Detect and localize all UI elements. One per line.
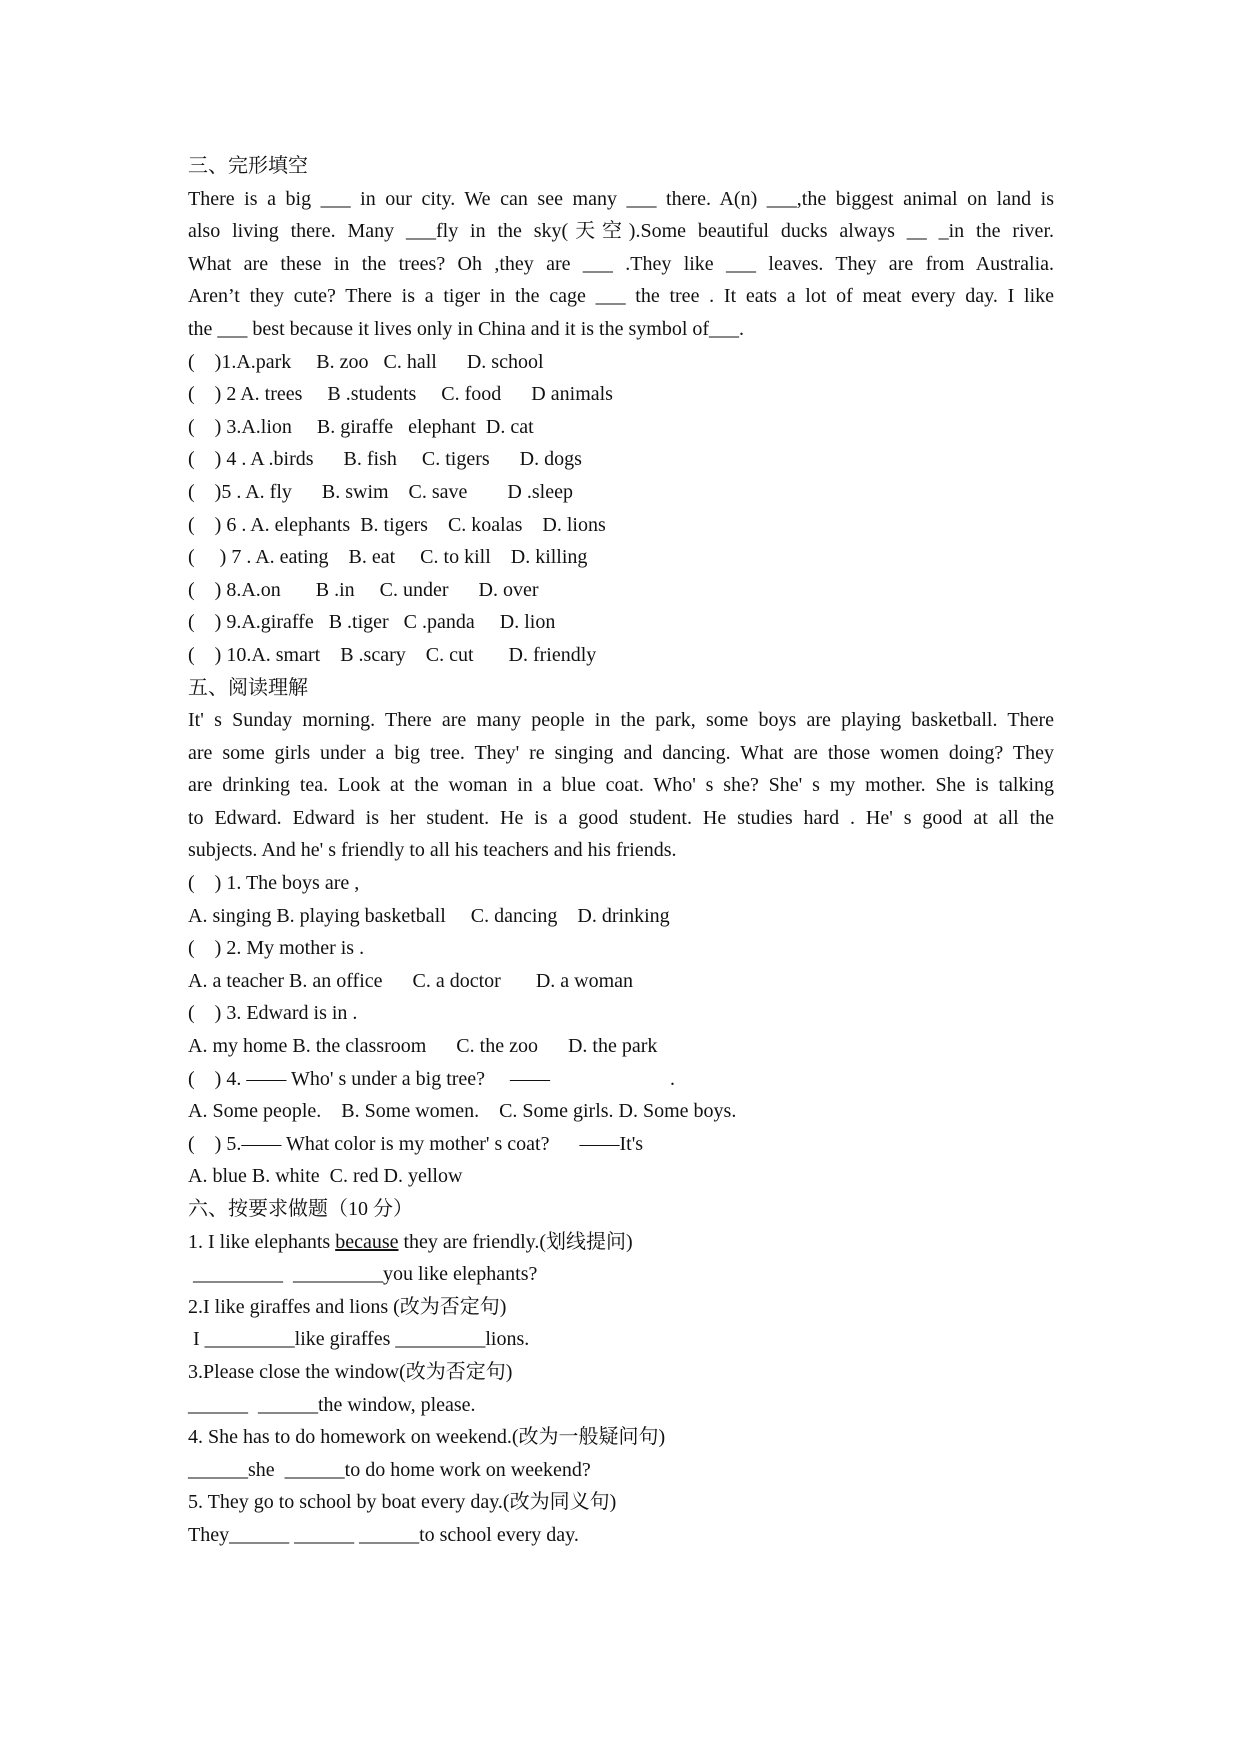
reading-question: ( ) 3. Edward is in . xyxy=(188,1002,358,1025)
rewrite-question: 4. She has to do homework on weekend.(改为一般疑问句) xyxy=(188,1426,666,1449)
reading-passage-line: It' s Sunday morning. There are many people in the park, some boys are playing basketball. There xyxy=(188,709,1054,732)
reading-passage-line: are drinking tea. Look at the woman in a blue coat. Who' s she? She' s my mother. She is talking xyxy=(188,774,1054,797)
reading-options: A. singing B. playing basketball C. dancing D. drinking xyxy=(188,904,670,927)
reading-passage-line: are some girls under a big tree. They' re singing and dancing. What are those women doing? They xyxy=(188,741,1054,764)
rewrite-question: 3.Please close the window(改为否定句) xyxy=(188,1360,513,1383)
rewrite-answer-blank: ______she ______to do home work on weekend? xyxy=(188,1458,591,1481)
cloze-passage-line: What are these in the trees? Oh ,they are ___ .They like ___ leaves. They are from Australia. xyxy=(188,252,1054,275)
rewrite-answer-blank: _________ _________you like elephants? xyxy=(188,1263,538,1286)
reading-passage-line: subjects. And he' s friendly to all his teachers and his friends. xyxy=(188,839,677,862)
reading-options: A. blue B. white C. red D. yellow xyxy=(188,1165,463,1188)
reading-options: A. a teacher B. an office C. a doctor D. a woman xyxy=(188,969,634,992)
rewrite-answer-blank: ______ ______the window, please. xyxy=(188,1393,476,1416)
rewrite-answer-blank: They______ ______ ______to school every day. xyxy=(188,1523,579,1546)
worksheet-page xyxy=(188,150,1054,1552)
reading-question: ( ) 2. My mother is . xyxy=(188,937,365,960)
cloze-question: ( ) 2 A. trees B .students C. food D animals xyxy=(188,383,613,406)
reading-options: A. Some people. B. Some women. C. Some girls. D. Some boys. xyxy=(188,1100,737,1123)
underlined-word: because xyxy=(335,1230,399,1253)
cloze-passage-line: There is a big ___ in our city. We can see many ___ there. A(n) ___,the biggest animal on land is xyxy=(188,187,1054,210)
cloze-question: ( )1.A.park B. zoo C. hall D. school xyxy=(188,350,544,373)
cloze-question: ( ) 7 . A. eating B. eat C. to kill D. killing xyxy=(188,546,588,569)
section-heading-reading: 五、阅读理解 xyxy=(188,676,308,699)
cloze-passage-line: Aren’t they cute? There is a tiger in the cage ___ the tree . It eats a lot of meat every day. I like xyxy=(188,285,1054,308)
cloze-passage xyxy=(188,183,1054,346)
cloze-question: ( ) 3.A.lion B. giraffe elephant D. cat xyxy=(188,415,534,438)
rewrite-question-1-end: they are friendly.(划线提问) xyxy=(398,1230,633,1253)
reading-options: A. my home B. the classroom C. the zoo D. the park xyxy=(188,1035,658,1058)
cloze-question: ( )5 . A. fly B. swim C. save D .sleep xyxy=(188,480,573,503)
reading-passage-line: to Edward. Edward is her student. He is a good student. He studies hard . He' s good at all the xyxy=(188,806,1054,829)
reading-question: ( ) 5.—— What color is my mother' s coat? ——It's xyxy=(188,1132,644,1155)
rewrite-answer-blank: I _________like giraffes _________lions. xyxy=(188,1328,530,1351)
section-heading-cloze: 三、完形填空 xyxy=(188,155,308,177)
section-heading-rewrite: 六、按要求做题（10 分） xyxy=(188,1198,413,1220)
rewrite-question-1 xyxy=(188,1226,1054,1259)
cloze-passage-line: the ___ best because it lives only in China and it is the symbol of___. xyxy=(188,317,745,340)
rewrite-question: 2.I like giraffes and lions (改为否定句) xyxy=(188,1295,507,1318)
cloze-question: ( ) 9.A.giraffe B .tiger C .panda D. lion xyxy=(188,611,556,634)
reading-question: ( ) 4. —— Who' s under a big tree? —— . xyxy=(188,1067,676,1090)
cloze-question: ( ) 8.A.on B .in C. under D. over xyxy=(188,578,539,601)
cloze-passage-line: also living there. Many ___fly in the sky(天空).Some beautiful ducks always __ _in the river. xyxy=(188,220,1054,243)
rewrite-question: 5. They go to school by boat every day.(改为同义句) xyxy=(188,1491,617,1514)
rewrite-question-1-start: 1. I like elephants xyxy=(188,1230,336,1253)
cloze-question: ( ) 6 . A. elephants B. tigers C. koalas D. lions xyxy=(188,513,606,536)
reading-passage xyxy=(188,704,1054,867)
cloze-question: ( ) 10.A. smart B .scary C. cut D. friendly xyxy=(188,643,597,666)
reading-question: ( ) 1. The boys are , xyxy=(188,872,360,895)
cloze-question: ( ) 4 . A .birds B. fish C. tigers D. dogs xyxy=(188,448,582,471)
